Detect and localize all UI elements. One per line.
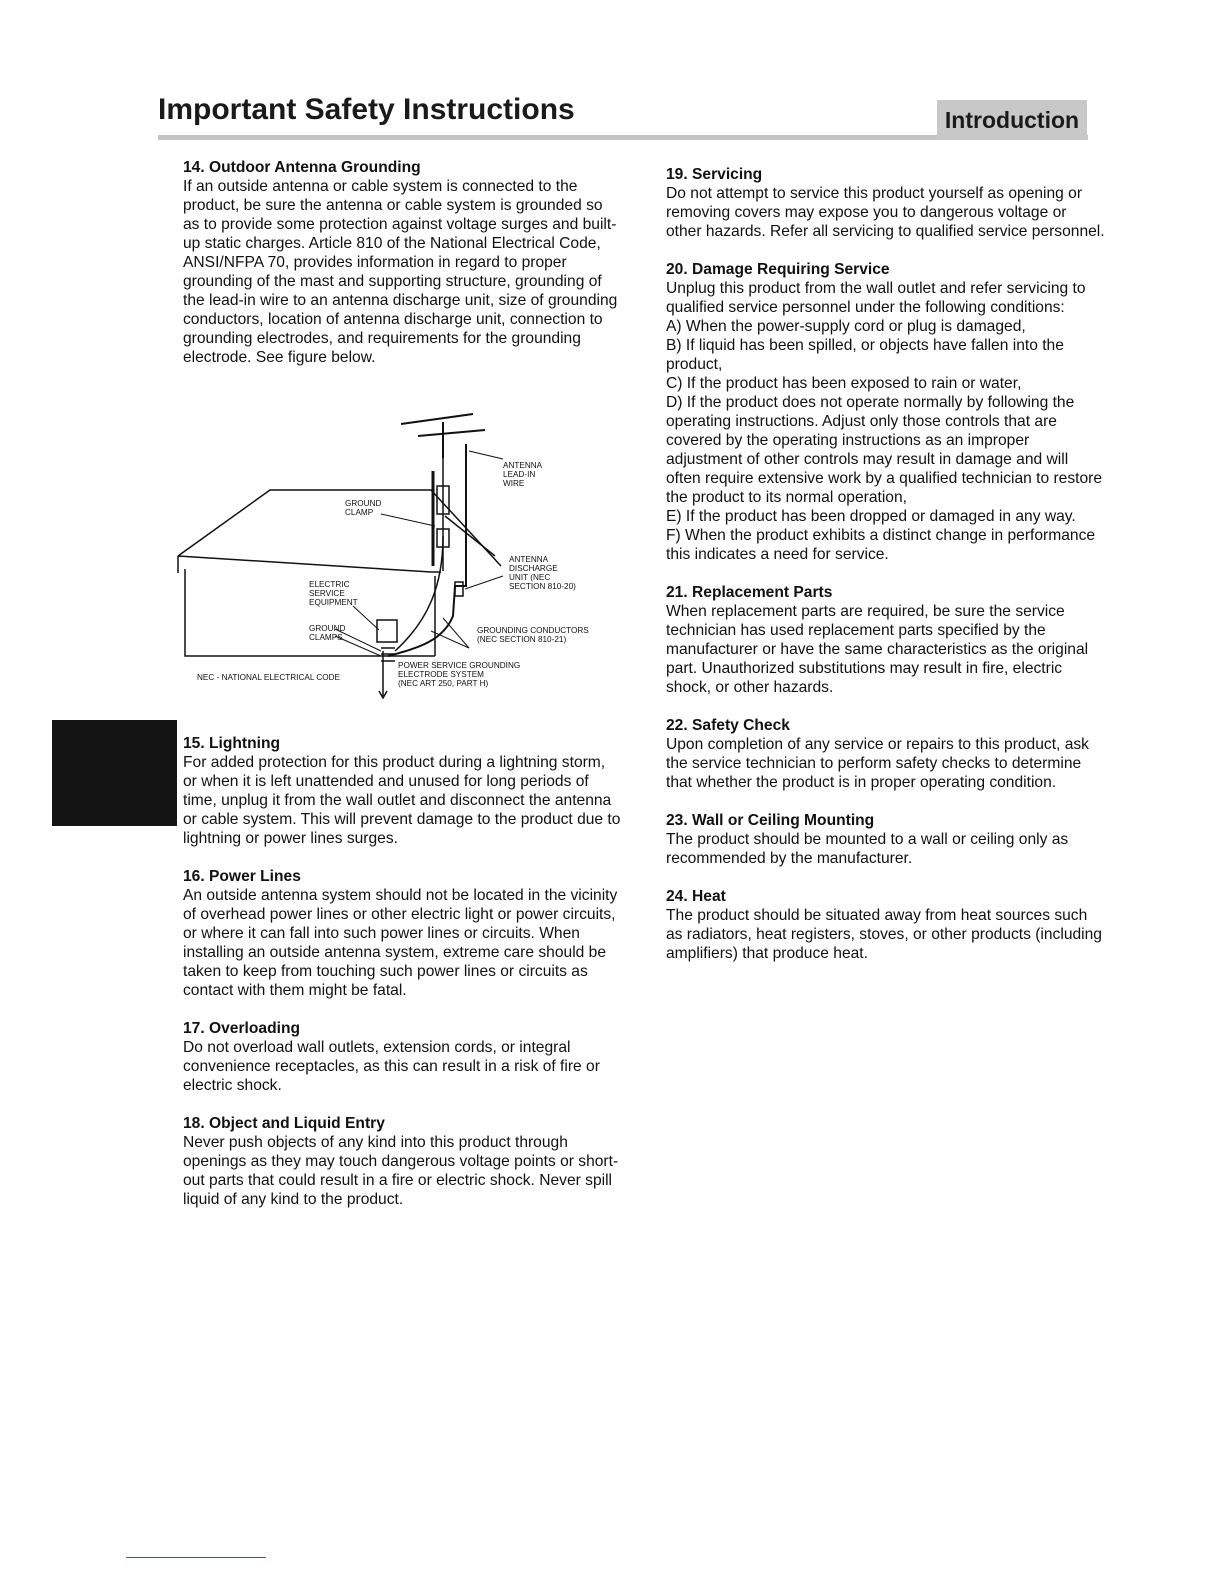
condition-a: A) When the power-supply cord or plug is damaged, xyxy=(666,318,1026,335)
condition-f: F) When the product exhibits a distinct change in performance this indicates a need for service. xyxy=(666,527,1096,563)
section-body: The product should be mounted to a wall or ceiling only as recommended by the manufacturer. xyxy=(666,831,1069,867)
section-body: When replacement parts are required, be sure the service technician has used replacement parts specified by the manufacturer or have the same characteristics as the original part. Unauthorized substitutions may result in fire, electric shock, or other hazards. xyxy=(666,603,1089,696)
section-body: Do not overload wall outlets, extension cords, or integral convenience receptacles, as this can result in a risk of fire or electric shock. xyxy=(183,1039,600,1094)
section-14 xyxy=(183,158,623,367)
section-heading: 23. Wall or Ceiling Mounting xyxy=(666,812,875,829)
section-17 xyxy=(183,1019,623,1095)
section-body: The product should be situated away from heat sources such as radiators, heat registers, stoves, or other products (including amplifiers) that produce heat. xyxy=(666,907,1102,962)
section-heading: 19. Servicing xyxy=(666,166,763,183)
section-heading: 15. Lightning xyxy=(183,735,281,752)
condition-d: D) If the product does not operate normally by following the operating instructions. Adjust only those controls that are covered by the operating instructions as an improper adjustment of other controls may result in damage and will often require extensive work by a qualified technician to restore the product to its normal operation, xyxy=(666,394,1103,506)
section-heading: 17. Overloading xyxy=(183,1020,300,1037)
section-body: Never push objects of any kind into this product through openings as they may touch dangerous voltage points or short-out parts that could result in a fire or electric shock. Never spill liquid of any kind to the product. xyxy=(183,1134,619,1208)
section-heading: 21. Replacement Parts xyxy=(666,584,833,601)
page-title: Important Safety Instructions xyxy=(158,93,575,126)
section-body: If an outside antenna or cable system is connected to the product, be sure the antenna or cable system is grounded so as to provide some protection against voltage surges and built-up static charges. Article 810 of the National Electrical Code, ANSI/NFPA 70, provides information in regard to proper grounding of the mast and supporting structure, grounding of the lead-in wire to an antenna discharge unit, size of grounding conductors, location of antenna discharge unit, connection to grounding electrodes, and requirements for the grounding electrode. See figure below. xyxy=(183,178,618,366)
section-21 xyxy=(666,583,1106,697)
label-discharge-unit: ANTENNA DISCHARGE UNIT (NEC SECTION 810-20) xyxy=(509,555,576,591)
section-heading: 22. Safety Check xyxy=(666,717,790,734)
section-heading: 24. Heat xyxy=(666,888,726,905)
side-tab xyxy=(52,720,177,826)
label-ground-clamp: GROUND CLAMP xyxy=(345,499,382,517)
condition-b: B) If liquid has been spilled, or objects have fallen into the product, xyxy=(666,337,1064,373)
bottom-link-underline xyxy=(126,1557,266,1558)
antenna-grounding-figure xyxy=(173,386,623,728)
right-column xyxy=(666,165,1106,982)
section-heading: 20. Damage Requiring Service xyxy=(666,261,890,278)
section-body: For added protection for this product during a lightning storm, or when it is left unattended and unused for long periods of time, unplug it from the wall outlet and disconnect the antenna or cable system. This will prevent damage to the product due to lightning or power lines surges. xyxy=(183,754,621,847)
section-body: Do not attempt to service this product yourself as opening or removing covers may expose you to dangerous voltage or other hazards. Refer all servicing to qualified service personnel. xyxy=(666,185,1105,240)
section-intro: Unplug this product from the wall outlet and refer servicing to qualified service personnel under the following conditions: xyxy=(666,280,1086,316)
section-23 xyxy=(666,811,1106,868)
section-body: An outside antenna system should not be located in the vicinity of overhead power lines or other electric light or power circuits, or where it can fall into such power lines or circuits. When installing an outside antenna system, extreme care should be taken to keep from touching such power lines or circuits as contact with them might be fatal. xyxy=(183,887,618,999)
label-nec-note: NEC - NATIONAL ELECTRICAL CODE xyxy=(197,673,340,682)
section-heading: 14. Outdoor Antenna Grounding xyxy=(183,159,421,176)
section-18 xyxy=(183,1114,623,1209)
label-ground-clamps: GROUND CLAMPS xyxy=(309,624,346,642)
condition-e: E) If the product has been dropped or damaged in any way. xyxy=(666,508,1076,525)
condition-c: C) If the product has been exposed to rain or water, xyxy=(666,375,1022,392)
label-power-service-grounding: POWER SERVICE GROUNDING ELECTRODE SYSTEM (NEC ART 250, PART H) xyxy=(398,661,521,688)
label-service-equipment: ELECTRIC SERVICE EQUIPMENT xyxy=(309,580,358,607)
section-15 xyxy=(183,734,623,848)
section-tab: Introduction xyxy=(937,100,1087,140)
label-antenna-lead-in: ANTENNA LEAD-IN WIRE xyxy=(503,461,542,488)
section-22 xyxy=(666,716,1106,792)
antenna-grounding-diagram xyxy=(173,386,613,728)
left-column xyxy=(183,158,623,1228)
label-grounding-conductors: GROUNDING CONDUCTORS (NEC SECTION 810-21) xyxy=(477,626,589,644)
section-24 xyxy=(666,887,1106,963)
section-19 xyxy=(666,165,1106,241)
section-body: Upon completion of any service or repairs to this product, ask the service technician to perform safety checks to determine that whether the product is in proper operating condition. xyxy=(666,736,1089,791)
section-20 xyxy=(666,260,1106,564)
section-heading: 16. Power Lines xyxy=(183,868,301,885)
section-heading: 18. Object and Liquid Entry xyxy=(183,1115,385,1132)
section-16 xyxy=(183,867,623,1000)
